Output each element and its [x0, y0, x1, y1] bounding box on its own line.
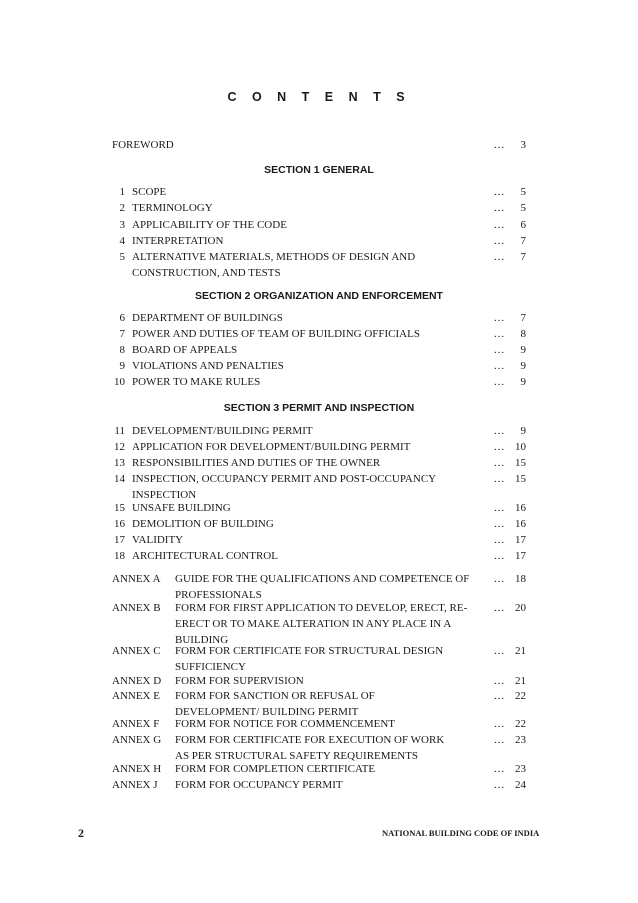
annex-label: ANNEX H	[112, 763, 162, 775]
entry-text: RESPONSIBILITIES AND DUTIES OF THE OWNER	[132, 457, 381, 469]
page-number: 8	[520, 328, 526, 340]
page-number: 7	[520, 312, 526, 324]
leader-dots: …	[493, 550, 505, 562]
leader-dots: …	[493, 675, 505, 687]
leader-dots: …	[493, 376, 505, 388]
page-number: 24	[515, 779, 526, 791]
annex-text: FORM FOR COMPLETION CERTIFICATE	[175, 763, 376, 775]
annex-text: FORM FOR CERTIFICATE FOR EXECUTION OF WORK AS PER STRUCTURAL SAFETY REQUIREMENTS	[175, 734, 445, 762]
page-number: 7	[520, 251, 526, 263]
entry-number: 10	[114, 376, 125, 388]
page-number: 6	[520, 219, 526, 231]
entry-number: 11	[114, 425, 125, 437]
leader-dots: …	[493, 202, 505, 214]
annex-label: ANNEX E	[112, 690, 160, 702]
entry-number: 2	[119, 202, 125, 214]
page-number: 22	[515, 718, 526, 730]
page-number: 23	[515, 734, 526, 746]
page-number: 15	[515, 473, 526, 485]
leader-dots: …	[493, 441, 505, 453]
page-number: 9	[520, 360, 526, 372]
leader-dots: …	[493, 425, 505, 437]
annex-text: FORM FOR SANCTION OR REFUSAL OF DEVELOPMENT/ BUILDING PERMIT	[175, 690, 375, 718]
entry-text: SCOPE	[132, 186, 167, 198]
annex-label: ANNEX J	[112, 779, 158, 791]
entry-number: 9	[119, 360, 125, 372]
leader-dots: …	[493, 779, 505, 791]
leader-dots: …	[493, 518, 505, 530]
page-number: 22	[515, 690, 526, 702]
entry-number: 15	[114, 502, 125, 514]
annex-text: FORM FOR SUPERVISION	[175, 675, 304, 687]
leader-dots: …	[493, 645, 505, 657]
page-number: 5	[520, 186, 526, 198]
page-number: 9	[520, 344, 526, 356]
footer-publication-title: NATIONAL BUILDING CODE OF INDIA	[382, 828, 540, 838]
entry-number: 12	[114, 441, 125, 453]
entry-number: 6	[119, 312, 125, 324]
foreword-label: FOREWORD	[112, 139, 174, 151]
leader-dots: …	[493, 328, 505, 340]
page-number: 23	[515, 763, 526, 775]
entry-number: 14	[114, 473, 125, 485]
entry-number: 7	[119, 328, 125, 340]
entry-number: 5	[119, 251, 125, 263]
leader-dots: …	[493, 186, 505, 198]
entry-text: APPLICABILITY OF THE CODE	[132, 219, 287, 231]
page-number: 3	[520, 139, 526, 151]
entry-number: 16	[114, 518, 125, 530]
entry-text: UNSAFE BUILDING	[132, 502, 231, 514]
annex-text: FORM FOR NOTICE FOR COMMENCEMENT	[175, 718, 396, 730]
entry-text: POWER TO MAKE RULES	[132, 376, 261, 388]
leader-dots: …	[493, 457, 505, 469]
entry-number: 3	[119, 219, 125, 231]
leader-dots: …	[493, 251, 505, 263]
page-number: 16	[515, 518, 526, 530]
page-number: 10	[515, 441, 526, 453]
section-heading: SECTION 3 PERMIT AND INSPECTION	[223, 402, 415, 414]
page-number: 17	[515, 534, 526, 546]
leader-dots: …	[493, 602, 505, 614]
page-number: 9	[520, 425, 526, 437]
entry-text: ALTERNATIVE MATERIALS, METHODS OF DESIGN AND CONSTRUCTION, AND TESTS	[132, 251, 416, 279]
page-number: 15	[515, 457, 526, 469]
annex-label: ANNEX C	[112, 645, 161, 657]
annex-text: FORM FOR CERTIFICATE FOR STRUCTURAL DESIGN SUFFICIENCY	[175, 645, 444, 673]
entry-number: 13	[114, 457, 125, 469]
entry-text: VALIDITY	[132, 534, 184, 546]
annex-label: ANNEX D	[112, 675, 162, 687]
section-heading: SECTION 1 GENERAL	[264, 164, 374, 176]
entry-text: VIOLATIONS AND PENALTIES	[132, 360, 284, 372]
leader-dots: …	[493, 763, 505, 775]
entry-text: POWER AND DUTIES OF TEAM OF BUILDING OFFICIALS	[132, 328, 420, 340]
annex-label: ANNEX F	[112, 718, 160, 730]
page-title: C O N T E N T S	[227, 90, 411, 104]
entry-text: DEVELOPMENT/BUILDING PERMIT	[132, 425, 313, 437]
leader-dots: …	[493, 734, 505, 746]
page-number: 17	[515, 550, 526, 562]
entry-text: APPLICATION FOR DEVELOPMENT/BUILDING PERMIT	[132, 441, 411, 453]
page-number: 16	[515, 502, 526, 514]
page-number: 21	[515, 645, 526, 657]
annex-text: GUIDE FOR THE QUALIFICATIONS AND COMPETENCE OF PROFESSIONALS	[175, 573, 470, 601]
annex-label: ANNEX A	[112, 573, 161, 585]
entry-text: DEMOLITION OF BUILDING	[132, 518, 274, 530]
entry-number: 4	[119, 235, 125, 247]
page-number: 9	[520, 376, 526, 388]
leader-dots: …	[493, 690, 505, 702]
page-number: 18	[515, 573, 526, 585]
leader-dots: …	[493, 344, 505, 356]
page-number: 7	[520, 235, 526, 247]
entry-text: INSPECTION, OCCUPANCY PERMIT AND POST-OCCUPANCY INSPECTION	[132, 473, 436, 501]
annex-text: FORM FOR FIRST APPLICATION TO DEVELOP, ERECT, RE-ERECT OR TO MAKE ALTERATION IN ANY PLACE IN A BUILDING	[175, 602, 468, 646]
entry-text: TERMINOLOGY	[132, 202, 213, 214]
page-number: 21	[515, 675, 526, 687]
section-heading: SECTION 2 ORGANIZATION AND ENFORCEMENT	[195, 290, 443, 302]
leader-dots: …	[493, 235, 505, 247]
annex-label: ANNEX B	[112, 602, 161, 614]
page-number: 20	[515, 602, 526, 614]
entry-number: 18	[114, 550, 125, 562]
entry-number: 8	[119, 344, 125, 356]
entry-text: ARCHITECTURAL CONTROL	[132, 550, 278, 562]
entry-text: INTERPRETATION	[132, 235, 224, 247]
leader-dots: …	[493, 534, 505, 546]
leader-dots: …	[493, 219, 505, 231]
annex-label: ANNEX G	[112, 734, 162, 746]
leader-dots: …	[493, 139, 505, 151]
leader-dots: …	[493, 573, 505, 585]
leader-dots: …	[493, 473, 505, 485]
entry-number: 17	[114, 534, 125, 546]
footer-page-number: 2	[78, 826, 84, 840]
leader-dots: …	[493, 718, 505, 730]
entry-text: BOARD OF APPEALS	[132, 344, 238, 356]
page-number: 5	[520, 202, 526, 214]
annex-text: FORM FOR OCCUPANCY PERMIT	[175, 779, 343, 791]
entry-text: DEPARTMENT OF BUILDINGS	[132, 312, 283, 324]
leader-dots: …	[493, 312, 505, 324]
leader-dots: …	[493, 360, 505, 372]
entry-number: 1	[119, 186, 125, 198]
leader-dots: …	[493, 502, 505, 514]
